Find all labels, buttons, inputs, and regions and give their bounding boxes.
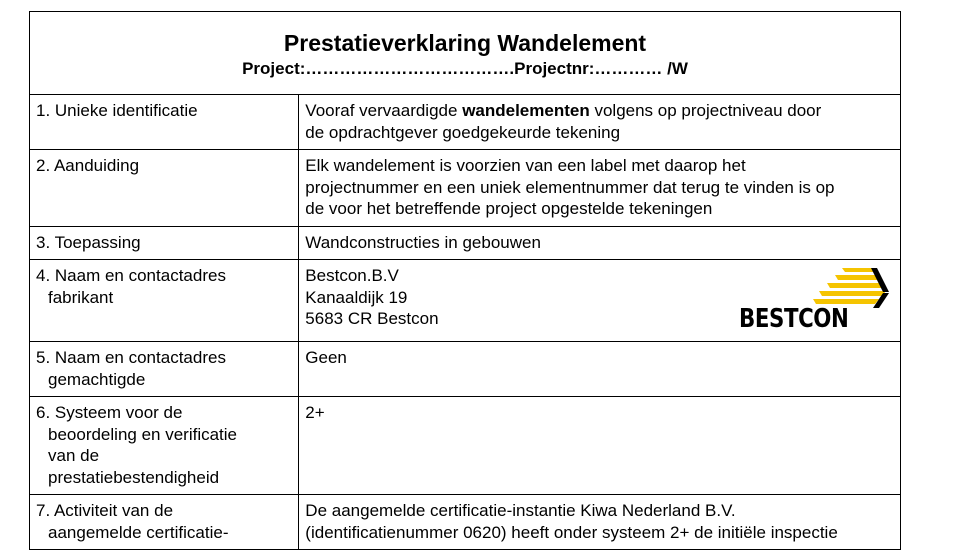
row-label-cell [30,226,299,260]
row-value-line: de voor het betreffende project opgestelde tekeningen [305,199,713,218]
row-label: 2. Aanduiding [36,156,140,175]
row-label-cell [30,397,299,495]
header-cell [30,12,901,95]
logo-wordmark: BESTCON [739,304,849,334]
row-label-cell [30,95,299,150]
document-title: Prestatieverklaring Wandelement [283,30,647,56]
bestcon-logo [739,266,889,336]
row-label: 6. Systeem voor de [36,403,183,422]
row-label-cell [30,342,299,397]
table-row [30,95,901,150]
row-label: 1. Unieke identificatie [36,101,198,120]
table-row [30,226,901,260]
row-value-line: Elk wandelement is voorzien van een label met daarop het [305,156,746,175]
table-row [30,495,901,550]
row-label: gemachtigde [48,369,146,389]
row-value-cell [299,342,901,397]
row-label: aangemelde certificatie- [48,522,229,542]
row-label: van de [48,446,100,465]
row-label: beoordeling en verificatie [48,424,238,444]
manufacturer-street: Kanaaldijk 19 [305,287,408,307]
row-label: 4. Naam en contactadres [36,266,226,285]
row-value-cell [299,260,901,342]
table-row [30,150,901,227]
row-label: 5. Naam en contactadres [36,348,226,367]
row-label: prestatiebestendigheid [48,467,220,487]
row-value-line: Wandconstructies in gebouwen [305,232,541,252]
row-value-cell [299,95,901,150]
row-value-cell [299,150,901,227]
row-label-cell [30,260,299,342]
row-value-cell [299,226,901,260]
manufacturer-city: 5683 CR Bestcon [305,309,439,328]
row-value-line: (identificatienummer 0620) heeft onder systeem 2+ de initiële inspectie [305,522,838,542]
row-value-cell [299,397,901,495]
declaration-table [29,11,901,550]
row-label-cell [30,495,299,550]
row-label: 7. Activiteit van de [36,501,174,520]
row-value-line: 2+ [305,403,325,422]
table-row [30,397,901,495]
declaration-document [29,11,901,550]
row-value-cell [299,495,901,550]
table-row [30,342,901,397]
highlighted-term: wandelementen [462,101,590,120]
header-row [30,12,901,95]
row-value-line: projectnummer en een uniek elementnummer dat terug te vinden is op [305,177,835,197]
row-value-line: De aangemelde certificatie-instantie Kiwa Nederland B.V. [305,501,736,520]
row-label: 3. Toepassing [36,232,141,252]
row-label-cell [30,150,299,227]
manufacturer-name: Bestcon.B.V [305,266,399,285]
table-row [30,260,901,342]
row-value-line: Vooraf vervaardigde wandelementen volgens op projectniveau door [305,101,822,120]
row-label: fabrikant [48,287,114,307]
project-line: Project:……………………………….Projectnr:………… /W [242,59,688,78]
row-value-line: de opdrachtgever goedgekeurde tekening [305,122,621,142]
row-value-line: Geen [305,348,347,367]
